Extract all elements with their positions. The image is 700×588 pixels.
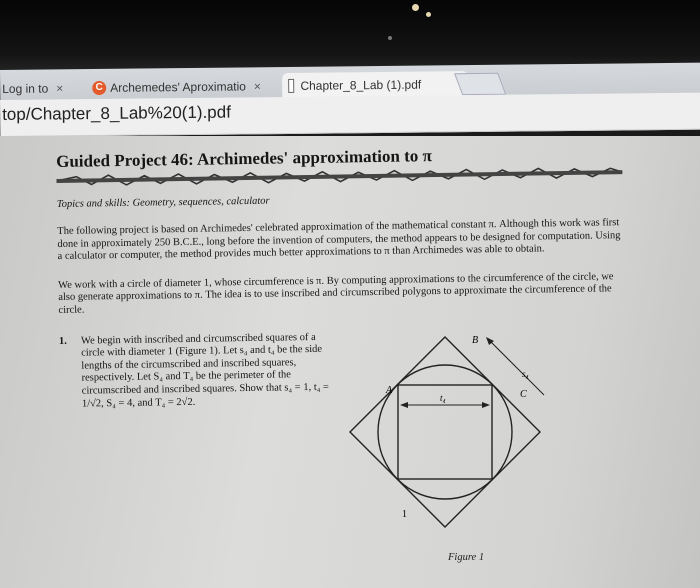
favicon-c-icon: C <box>92 81 106 95</box>
method-paragraph: We work with a circle of diameter 1, whose circumference is π. By computing approximations to the circumference of the circle, we also generate approximations to π. The idea is to use inscribed and circumscribed polygons to approximate the circumference of the circle. <box>58 271 614 316</box>
light-dot <box>388 36 392 40</box>
label-one: 1 <box>402 509 407 520</box>
circle-squares-diagram <box>340 335 560 550</box>
label-A: A <box>386 385 393 396</box>
label-t4: t₄ <box>440 393 446 403</box>
url-text[interactable]: top/Chapter_8_Lab%20(1).pdf <box>2 102 231 124</box>
tab-label: Archemedes' Aproximatio <box>110 79 246 95</box>
light-dot <box>426 12 431 17</box>
document-icon <box>288 79 294 93</box>
item-number: 1. <box>58 335 67 347</box>
light-dot <box>412 4 419 11</box>
tab-label: Log in to <box>2 81 49 96</box>
page-title: Guided Project 46: Archimedes' approximation to π <box>56 146 433 171</box>
s4-arrow <box>490 341 544 395</box>
item-text: We begin with inscribed and circumscribed squares of a circle with diameter 1 (Figure 1). Let s₄ and t₄ be the side lengths of the circumscribed and inscribed squares, respectively. Let S₄ and T₄ be the perimeter of the circumscribed and inscribed squares. Show that s₄ = 1, t₄ = 1/√2, S₄ = 4, and T₄ = 2√2. <box>80 331 330 410</box>
new-tab-button[interactable] <box>454 73 506 95</box>
tab-label: Chapter_8_Lab (1).pdf <box>300 77 422 93</box>
tab-login[interactable] <box>2 75 82 102</box>
close-icon[interactable]: × <box>253 79 261 94</box>
label-s4: s₄ <box>522 369 529 379</box>
intro-paragraph: The following project is based on Archimedes' celebrated approximation of the mathematical constant π. Although this work was first done in approximately 250 B.C.E., long before the invention of computers, the method appears to be designed for computation. Using a calculator or computer, the method provides much better approximations to π than Archimedes was able to obtain. <box>57 217 621 263</box>
figure-1 <box>340 335 560 555</box>
figure-caption: Figure 1 <box>448 552 485 563</box>
topics-line: Topics and skills: Geometry, sequences, calculator <box>56 195 270 210</box>
label-C: C <box>520 389 527 400</box>
close-icon[interactable]: × <box>56 81 64 96</box>
arrow-head <box>482 402 490 408</box>
address-bar[interactable] <box>0 93 700 137</box>
arrow-head <box>400 402 408 408</box>
label-B: B <box>472 335 479 346</box>
